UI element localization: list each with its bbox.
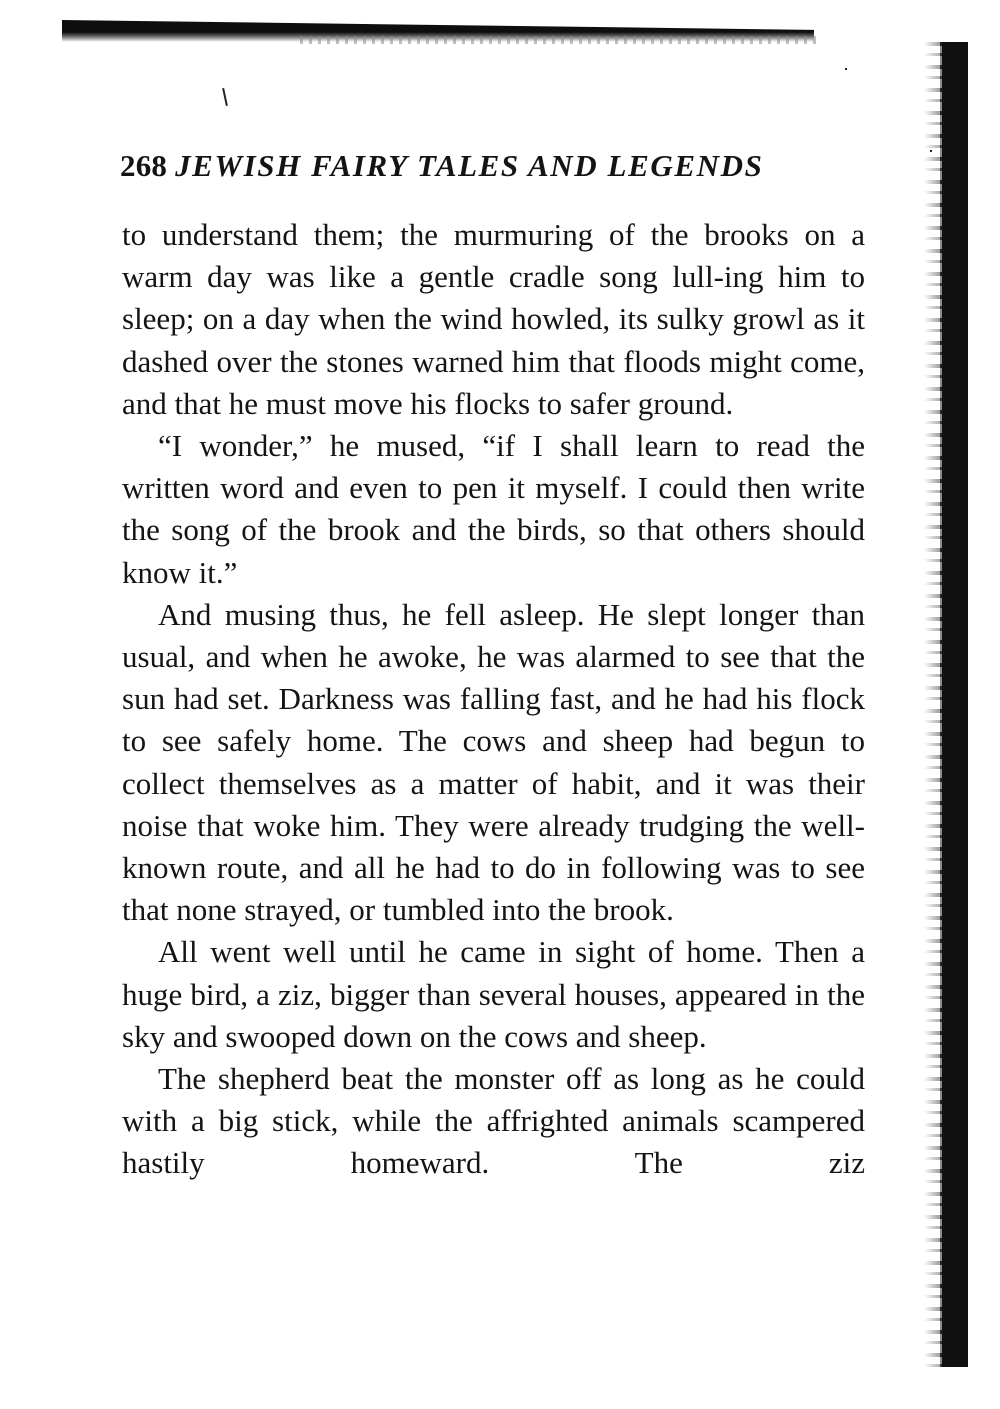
scan-speck [222,88,228,106]
paragraph: All went well until he came in sight of home. Then a huge bird, a ziz, bigger than several houses, appeared in the sky and swooped down on the cows and sheep. [122,934,865,1054]
scan-edge-top-noise [300,36,820,44]
scan-speck [845,68,847,70]
scan-edge-right-noise [924,42,942,1367]
paragraph: “I wonder,” he mused, “if I shall learn to read the written word and even to pen it myself. I could then write the song of the brook and the birds, so that others should know it.” [122,428,865,590]
paragraph: The shepherd beat the monster off as long as he could with a big stick, while the affrighted animals scampered hastily homeward. The ziz [122,1061,865,1181]
scan-edge-right [940,42,968,1367]
paragraph: And musing thus, he fell asleep. He slept longer than usual, and when he awoke, he was alarmed to see that the sun had set. Darkness was falling fast, and he had his flock to see safely home. The cows and sheep had begun to collect themselves as a matter of habit, and it was their noise that woke him. They were already trudging the well-known route, and all he had to do in following was to see that none strayed, or tumbled into the brook. [122,596,865,928]
scan-speck [930,150,932,152]
running-title: JEWISH FAIRY TALES AND LEGENDS [175,148,764,183]
paragraph: to understand them; the murmuring of the brooks on a warm day was like a gentle cradle song lull-ing him to sleep; on a day when the wind howled, its sulky growl as it dashed over the stones warned him that floods might come, and that he must move his flocks to safer ground. [122,217,865,421]
page-number: 268 [120,148,168,183]
body-text [122,214,865,1185]
running-head [120,146,880,186]
